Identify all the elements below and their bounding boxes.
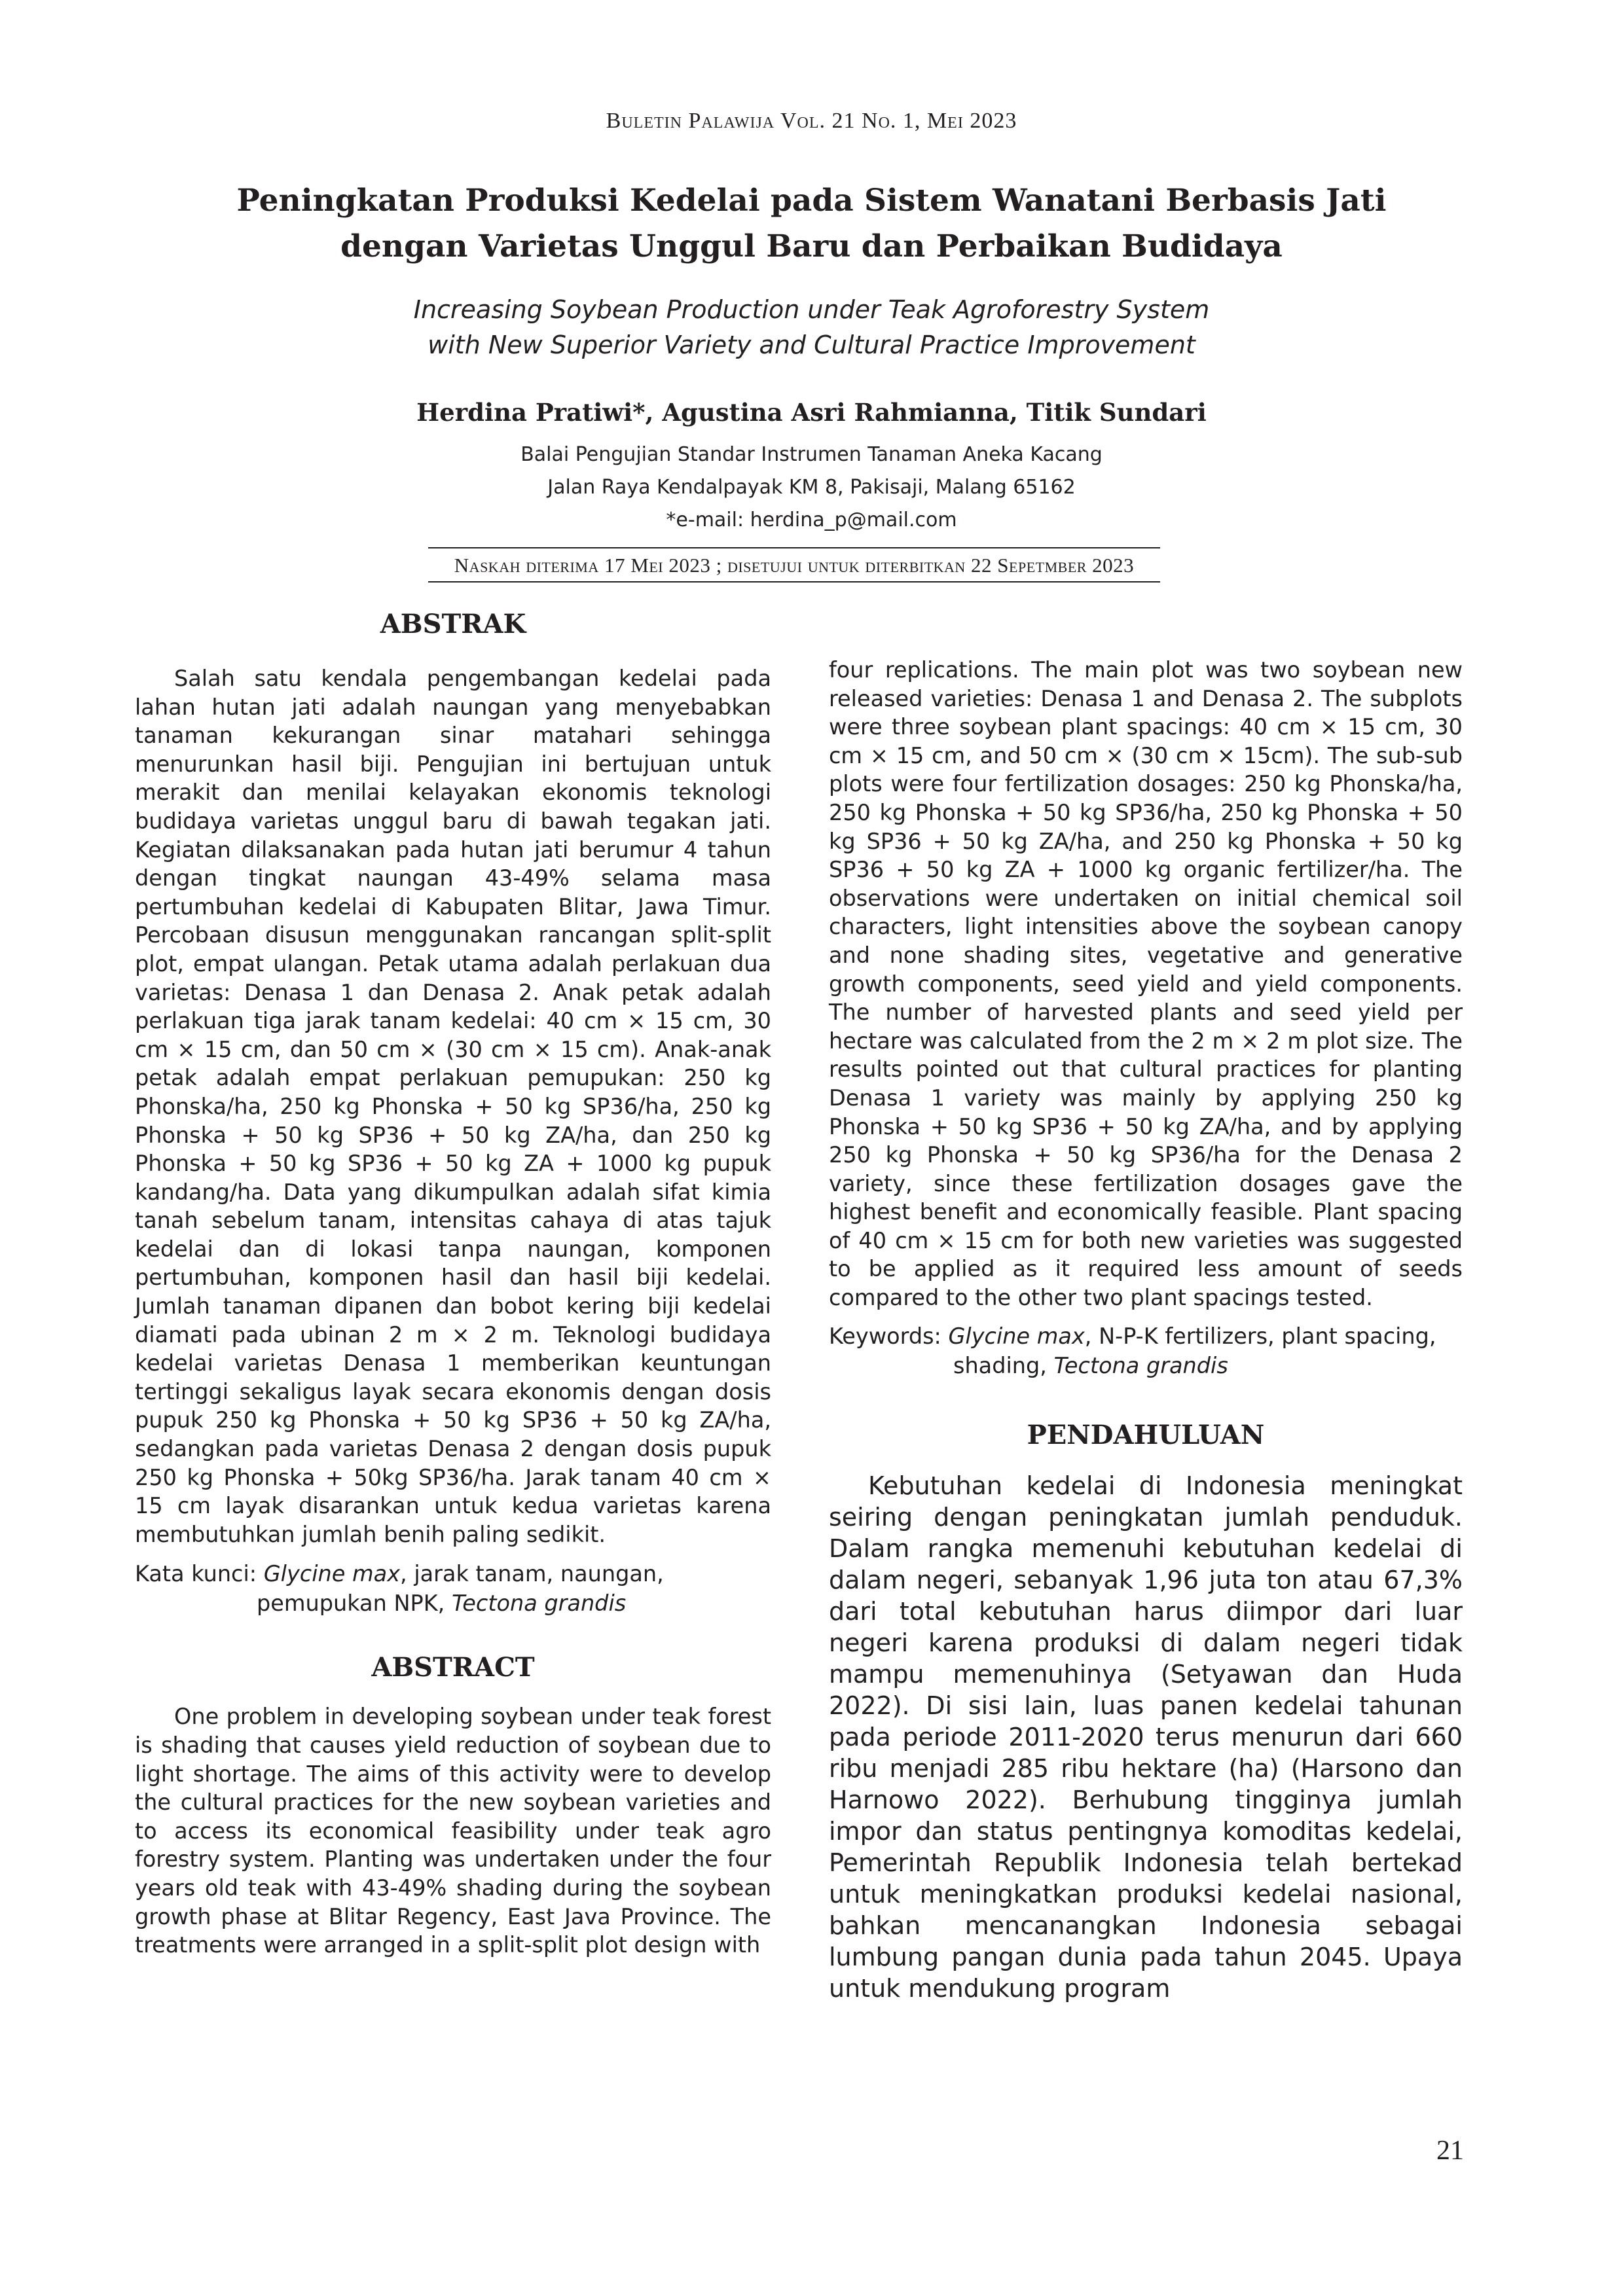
left-column bbox=[135, 609, 771, 1960]
keywords-label: Keywords: bbox=[829, 1323, 949, 1349]
keywords-term-2: Tectona grandis bbox=[1053, 1352, 1228, 1378]
kata-kunci-term-2: Tectona grandis bbox=[451, 1590, 627, 1617]
pendahuluan-paragraph: Kebutuhan kedelai di Indonesia meningkat seiring dengan peningkatan jumlah penduduk. Dalam rangka memenuhi kebutuhan kedelai di dalam negeri, sebanyak 1,96 juta ton atau 67,3% dari total kebutuhan harus diimpor dari luar negeri karena produksi di dalam negeri tidak mampu memenuhinya (Setyawan dan Huda 2022). Di sisi lain, luas panen kedelai tahunan pada periode 2011-2020 terus menurun dari 660 ribu menjadi 285 ribu hektare (ha) (Harsono dan Harnowo 2022). Berhubung tingginya jumlah impor dan status pentingnya komoditas kedelai, Pemerintah Republik Indonesia telah bertekad untuk meningkatkan produksi kedelai nasional, bahkan mencanangkan Indonesia sebagai lumbung pangan dunia pada tahun 2045. Upaya untuk mendukung program bbox=[829, 1471, 1463, 2003]
abstract-paragraph-part-1: One problem in developing soybean under teak forest is shading that causes yield reduction of soybean due to light shortage. The aims of this activity were to develop the cultural practices for the new soybean varieties and to access its economical feasibility under teak agro forestry system. Planting was undertaken under the four years old teak with 43-49% shading during the soybean growth phase at Blitar Regency, East Java Province. The treatments were arranged in a split-split plot design with bbox=[135, 1704, 771, 1958]
keywords-line-2 bbox=[829, 1351, 1463, 1380]
article-title bbox=[131, 178, 1492, 270]
right-column bbox=[829, 656, 1463, 2004]
abstrak-paragraph: Salah satu kendala pengembangan kedelai pada lahan hutan jati adalah naungan yang menyebabkan tanaman kekurangan sinar matahari sehingga menurunkan hasil biji. Pengujian ini bertujuan untuk merakit dan menilai kelayakan ekonomis teknologi budidaya varietas unggul baru di bawah tegakan jati. Kegiatan dilaksanakan pada hutan jati berumur 4 tahun dengan tingkat naungan 43-49% selama masa pertumbuhan kedelai di Kabupaten Blitar, Jawa Timur. Percobaan disusun menggunakan rancangan split-split plot, empat ulangan. Petak utama adalah perlakuan dua varietas: Denasa 1 dan Denasa 2. Anak petak adalah perlakuan tiga jarak tanam kedelai: 40 cm × 15 cm, 30 cm × 15 cm, dan 50 cm × (30 cm × 15 cm). Anak-anak petak adalah empat perlakuan pemupukan: 250 kg Phonska/ha, 250 kg Phonska + 50 kg SP36/ha, 250 kg Phonska + 50 kg SP36 + 50 kg ZA/ha, dan 250 kg Phonska + 50 kg SP36 + 50 kg ZA + 1000 kg pupuk kandang/ha. Data yang dikumpulkan adalah sifat kimia tanah sebelum tanam, intensitas cahaya di atas tajuk kedelai dan di lokasi tanpa naungan, komponen pertumbuhan, komponen hasil dan hasil biji kedelai. Jumlah tanaman dipanen dan bobot kering biji kedelai diamati pada ubinan 2 m × 2 m. Teknologi budidaya kedelai varietas Denasa 1 memberikan keuntungan tertinggi sekaligus layak secara ekonomis dengan dosis pupuk 250 kg Phonska + 50 kg SP36 + 50 kg ZA/ha, sedangkan pada varietas Denasa 2 dengan dosis pupuk 250 kg Phonska + 50kg SP36/ha. Jarak tanam 40 cm × 15 cm layak disarankan untuk kedua varietas karena membutuhkan jumlah benih paling sedikit. bbox=[135, 666, 771, 1547]
received-accepted-dates: Naskah diterima 17 Mei 2023 ; disetujui untuk diterbitkan 22 Sepetmber 2023 bbox=[428, 547, 1160, 583]
keywords-terms: , N-P-K fertilizers, plant spacing, bbox=[1084, 1323, 1436, 1349]
affiliation-address: Jalan Raya Kendalpayak KM 8, Pakisaji, Malang 65162 bbox=[547, 476, 1076, 499]
kata-kunci-label: Kata kunci: bbox=[135, 1561, 264, 1587]
affiliation bbox=[131, 439, 1492, 537]
kata-kunci-terms-2: pemupukan NPK, bbox=[257, 1590, 452, 1617]
article-title-english-line-1: Increasing Soybean Production under Teak Agroforestry System bbox=[413, 295, 1210, 324]
affiliation-institution: Balai Pengujian Standar Instrumen Tanaman Aneka Kacang bbox=[520, 443, 1103, 466]
kata-kunci-line-2 bbox=[135, 1588, 771, 1618]
page-number: 21 bbox=[1436, 2136, 1464, 2166]
keywords-term-1: Glycine max bbox=[948, 1323, 1085, 1349]
article-title-english-line-2: with New Superior Variety and Cultural Practice Improvement bbox=[428, 331, 1195, 359]
keywords-terms-2: shading, bbox=[953, 1352, 1054, 1378]
abstract-heading: ABSTRACT bbox=[371, 1652, 535, 1683]
kata-kunci bbox=[135, 1559, 771, 1618]
article-title-line-2: dengan Varietas Unggul Baru dan Perbaikan Budidaya bbox=[340, 228, 1283, 264]
keywords bbox=[829, 1321, 1463, 1380]
pendahuluan-heading: PENDAHULUAN bbox=[1027, 1419, 1265, 1450]
author-list: Herdina Pratiwi*, Agustina Asri Rahmianna, Titik Sundari bbox=[416, 398, 1207, 427]
article-title-line-1: Peningkatan Produksi Kedelai pada Sistem Wanatani Berbasis Jati bbox=[236, 183, 1387, 219]
affiliation-email: *e-mail: herdina_p@mail.com bbox=[666, 509, 957, 531]
article-title-english bbox=[131, 292, 1492, 363]
running-head: Buletin Palawija Vol. 21 No. 1, Mei 2023 bbox=[606, 109, 1017, 133]
abstract-paragraph-part-2: four replications. The main plot was two soybean new released varieties: Denasa 1 and Denasa 2. The subplots were three soybean plant spacings: 40 cm × 15 cm, 30 cm × 15 cm, and 50 cm × (30 cm × 15cm). The sub-sub plots were four fertilization dosages: 250 kg Phonska/ha, 250 kg Phonska + 50 kg SP36/ha, 250 kg Phonska + 50 kg SP36 + 50 kg ZA/ha, and 250 kg Phonska + 50 kg SP36 + 50 kg ZA + 1000 kg organic fertilizer/ha. The observations were undertaken on initial chemical soil characters, light intensities above the soybean canopy and none shading sites, vegetative and generative growth components, seed yield and yield components. The number of harvested plants and seed yield per hectare was calculated from the 2 m × 2 m plot size. The results pointed out that cultural practices for planting Denasa 1 variety was mainly by applying 250 kg Phonska + 50 kg SP36 + 50 kg ZA/ha, and by applying 250 kg Phonska + 50 kg SP36/ha for the Denasa 2 variety, since these fertilization dosages gave the highest benefit and economically feasible. Plant spacing of 40 cm × 15 cm for both new varieties was suggested to be applied as it required less amount of seeds compared to the other two plant spacings tested. bbox=[829, 657, 1463, 1311]
kata-kunci-terms: , jarak tanam, naungan, bbox=[400, 1561, 664, 1587]
abstrak-heading: ABSTRAK bbox=[380, 609, 526, 639]
kata-kunci-term-1: Glycine max bbox=[263, 1561, 401, 1587]
